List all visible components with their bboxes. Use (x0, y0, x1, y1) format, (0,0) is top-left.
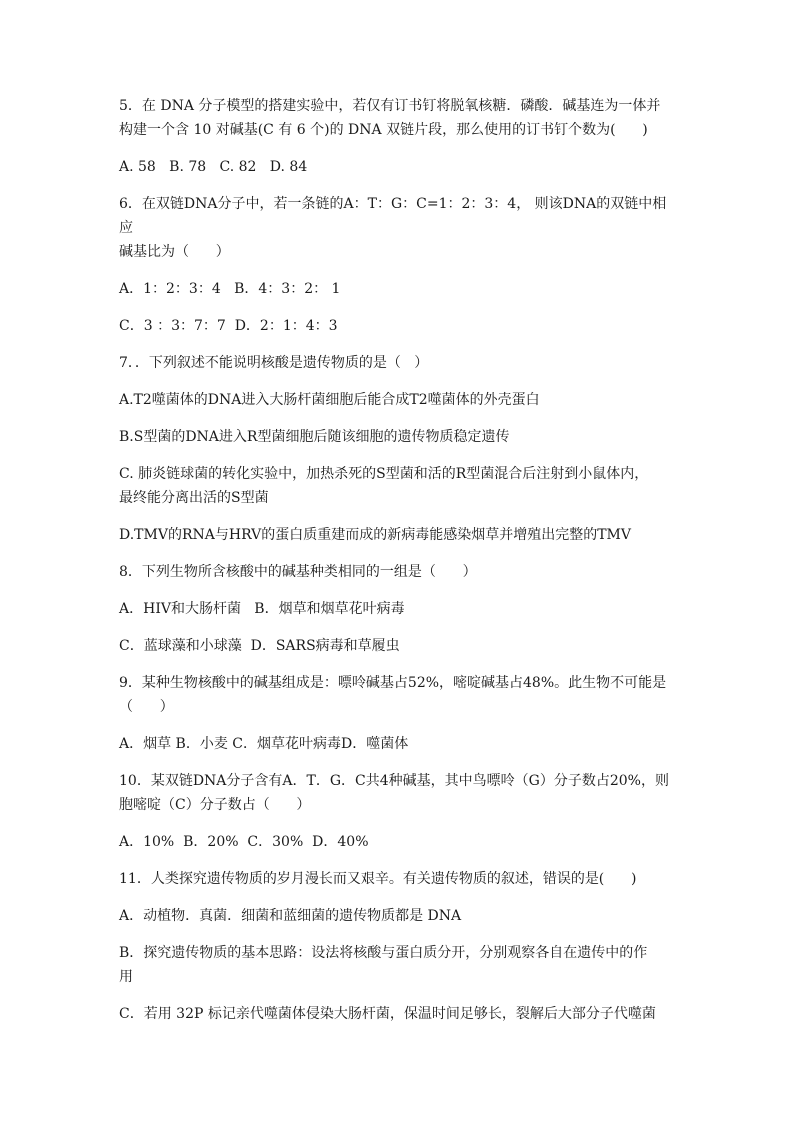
question-options: C．蓝球藻和小球藻 D．SARS病毒和草履虫 (119, 638, 400, 654)
question-option: A.T2噬菌体的DNA进入大肠杆菌细胞后能合成T2噬菌体的外壳蛋白 (119, 392, 540, 408)
question-options: A．烟草 B．小麦 C．烟草花叶病毒D．噬菌体 (119, 736, 409, 752)
question-option-line: 用 (119, 969, 133, 985)
question-option: C．若用 32P 标记亲代噬菌体侵染大肠杆菌，保温时间足够长，裂解后大部分子代噬菌 (119, 1006, 656, 1022)
question-6 (119, 192, 679, 264)
question-option-line: C. 肺炎链球菌的转化实验中，加热杀死的S型菌和活的R型菌混合后注射到小鼠体内， (119, 466, 649, 482)
question-option: B.S型菌的DNA进入R型菌细胞后随该细胞的遗传物质稳定遗传 (119, 429, 510, 445)
question-option-multiline (119, 941, 679, 989)
question-options: A. 58 B. 78 C. 82 D. 84 (119, 159, 308, 175)
question-options: A．HIV和大肠杆菌 B．烟草和烟草花叶病毒 (119, 601, 405, 617)
question-stem-line: 10．某双链DNA分子含有A．T．G．C共4种碱基，其中鸟嘌呤（G）分子数占20%，则 (119, 773, 669, 789)
question-option-line: 最终能分离出活的S型菌 (119, 490, 269, 506)
question-stem-line: 5．在 DNA 分子模型的搭建实验中，若仅有订书钉将脱氧核糖．磷酸．碱基连为一体并 (119, 98, 661, 114)
question-stem-line: 构建一个含 10 对碱基(C 有 6 个)的 DNA 双链片段，那么使用的订书钉个数为( ) (119, 122, 648, 138)
question-stem-line: 9．某种生物核酸中的碱基组成是：嘌呤碱基占52%，嘧啶碱基占48%。此生物不可能是 (119, 675, 667, 691)
question-5 (119, 94, 679, 142)
question-stem-line: 胞嘧啶（C）分子数占（ ） (119, 797, 311, 813)
question-7-stem: 7．．下列叙述不能说明核酸是遗传物质的是（ ） (119, 355, 429, 371)
question-stem-line: 6．在双链DNA分子中，若一条链的A：T：G：C=1：2：3：4， 则该DNA的双链中相应 (119, 196, 667, 236)
question-9 (119, 671, 679, 719)
question-8-stem: 8．下列生物所含核酸中的碱基种类相同的一组是（ ） (119, 564, 477, 580)
question-options: A．10% B．20% C．30% D．40% (119, 834, 369, 850)
question-options: A．1：2：3：4 B．4：3：2： 1 (119, 281, 341, 297)
question-option-multiline (119, 462, 679, 510)
question-options: C．3 ：3：7：7 D．2：1：4：3 (119, 318, 338, 334)
question-option-line: B．探究遗传物质的基本思路：设法将核酸与蛋白质分开，分别观察各自在遗传中的作 (119, 945, 648, 961)
question-option: A．动植物．真菌．细菌和蓝细菌的遗传物质都是 DNA (119, 908, 462, 924)
question-10 (119, 769, 679, 817)
question-11-stem: 11．人类探究遗传物质的岁月漫长而又艰辛。有关遗传物质的叙述，错误的是( ) (119, 871, 637, 887)
question-stem-line: （ ） (119, 699, 174, 715)
question-stem-line: 碱基比为（ ） (119, 244, 230, 260)
question-option: D.TMV的RNA与HRV的蛋白质重建而成的新病毒能感染烟草并增殖出完整的TMV (119, 527, 632, 543)
document-page (119, 94, 679, 1039)
